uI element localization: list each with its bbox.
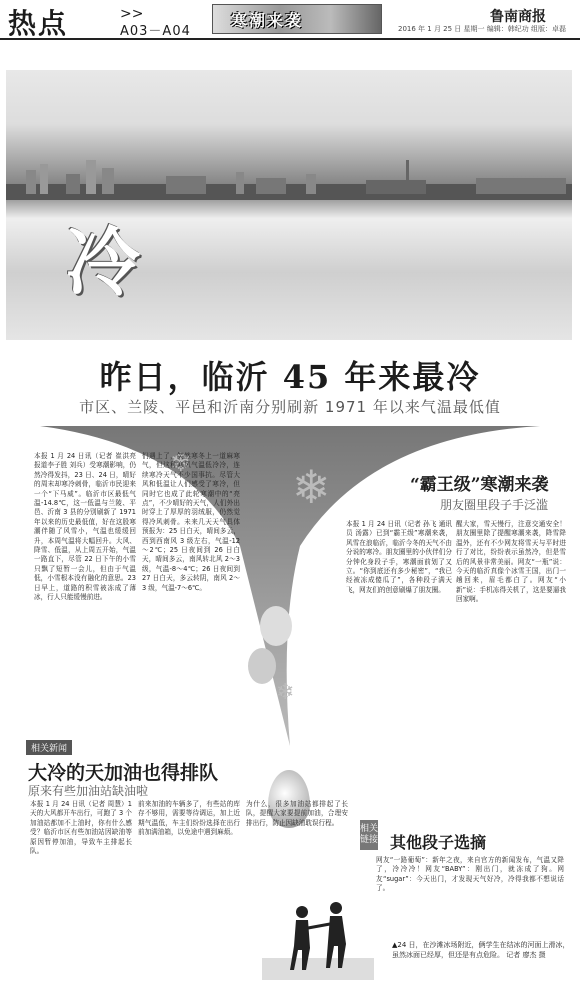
article-column-middle: 们遇上了，笑然寒冬上一道麻寒气，但这种寒风气温低冷冷，连续寒冷天气不少国事抗。尽管大风和低温让人们感受了寒冷，但同时它也成了此轮寒潮中的“亮点”，不少晴好的天气，人们外出时穿上了厚厚的羽绒服，仍然觉得冷风刺骨。未来几天天气具体预报为：25 日白天，晴间多云，西到西南风 3 级左右，气温-12～2℃；25 日夜间到 26 日白天，晴间多云，南风转北风 2～3 级，气温-8～4℃；26 日夜间到 27 日白天，多云转阴，南风 2～3 级，气温-7～6℃。 bbox=[142, 452, 240, 592]
bottom-reporter: 记者 廖杰 摄 bbox=[506, 951, 546, 959]
side-story-title: “霸王级”寒潮来袭 bbox=[410, 475, 549, 495]
main-subhead: 市区、兰陵、平邑和沂南分别刷新 1971 年以来气温最低值 bbox=[79, 398, 501, 416]
sub-story-column-2: 前来加油的车辆多了，有些站的库存不够用，需要等待调运，加上近期气温低，车主们纷纷选择在出行前加满油箱，以免途中遇到麻烦。 bbox=[138, 800, 240, 837]
side-story-column-2: 醒大家，雪天慢行，注意交通安全！朋友圈里除了提醒寒潮来袭，降雪降温外，还有不少网友将雪天与平时进行了对比，纷纷表示虽然冷，但是雪后的风景非常美丽。网友“一瓶”说：今天的临沂真像个冰雪王国，出门一趟回来，眉毛都白了。网友“小新”说：手机冻得关机了，这是要逼我回家啊。 bbox=[456, 520, 566, 604]
section-title: 热点 bbox=[8, 7, 69, 40]
snowflake-icon: ❄ bbox=[276, 680, 295, 705]
sub-story-subtitle: 原来有些加油站缺油啦 bbox=[28, 784, 149, 798]
other-jokes-title: 其他段子选摘 bbox=[390, 833, 487, 852]
sub-story-title: 大冷的天加油也得排队 bbox=[28, 762, 219, 784]
cold-wave-banner bbox=[212, 4, 382, 34]
section-arrow: >> bbox=[120, 6, 144, 22]
related-news-tag: 相关新闻 bbox=[26, 740, 72, 755]
city-skyline-icon bbox=[6, 160, 572, 200]
related-link-tag: 相关链接 bbox=[360, 820, 378, 850]
snowflake-icon: ❄ bbox=[170, 448, 192, 478]
newspaper-brand: 鲁南商报 bbox=[490, 9, 546, 25]
section-pages: A03－A04 bbox=[120, 24, 191, 39]
lead-photo bbox=[6, 70, 572, 340]
bottom-caption-text: ▲24 日，在沙滩冰场附近，俩学生在结冰的河面上滑冰，虽然冰面已经厚，但还是有点危险。 bbox=[392, 941, 570, 959]
article-column-left: 本报 1 月 24 日讯（记者 崔洪亮 报道李子胜 刘兵）受寒潮影响，仍然冷得发抖，23 日、24 日，晴好的周末却寒冷刺骨，临沂市民迎来一个“下马威”。临沂市区最低气温-14.8℃，这一低温与兰陵、平邑、沂南 3 县的分别刷新了 1971 年以来的历史最低值，好在这股寒潮伴随了风雪小，气温也缓缓回升，本周气温将大幅回升。大风、降雪、低温，从上周五开始，气温一路直下，尽管 22 日下午的小雪只飘了短暂一会儿，但由于气温低，小雪根本没有融化的意思。23 日早上，道路的积雪被冻成了薄冰，行人只能缓慢前进。 bbox=[34, 452, 136, 602]
banner-text: 寒潮来袭 bbox=[231, 11, 304, 30]
sub-story-column-3: 为什么，很多加油站都排起了长队，提醒大家要提前加油，合理安排出行，防止因缺油耽误行程。 bbox=[246, 800, 348, 827]
other-jokes-text: 网友“一路葡萄”：新年之夜，来自官方的新闻发布，气温又降了，冷冷冷！网友“BABY”：刚出门，就冻成了狗。网友“sugar”：今天出门，才发现天气好冷，冷得我都不想说话了。 bbox=[376, 856, 564, 893]
page-header bbox=[0, 0, 580, 40]
sub-story-column-1: 本报 1 月 24 日讯（记者 周慧）1天的大风都开车出行，可跑了 3 个加油站都加不上油时，你有什么感受？临沂市区有些加油站因缺油等原因暂停加油，导致车主排起长队。 bbox=[30, 800, 132, 856]
issue-meta: 2016 年 1 月 25 日 星期一 编辑：韩纪功 组版：卓磊 bbox=[398, 25, 566, 33]
side-story-subtitle: 朋友圈里段子手泛滥 bbox=[440, 498, 549, 512]
side-story-column-1: 本报 1 月 24 日讯（记者 孙飞 通讯员 汤露）已到“霸王级”寒潮来袭，风雪在浪临沂，临沂今冬的天气不由分说的寒冷。朋友圈里的小伙伴们分分钟化身段子手，寒潮面前划了又立。“你到底还有多少秘密”，“我已经被冻成傻瓜了”，各种段子满天飞，网友们的创意刷爆了朋友圈。 bbox=[346, 520, 452, 594]
main-headline: 昨日，临沂 45 年来最冷 bbox=[99, 358, 481, 396]
bottom-photo-caption bbox=[392, 940, 570, 960]
big-cold-character: 冷 bbox=[66, 220, 140, 306]
skaters-photo-icon bbox=[262, 898, 374, 980]
snowflake-icon: ❄ bbox=[292, 460, 331, 514]
